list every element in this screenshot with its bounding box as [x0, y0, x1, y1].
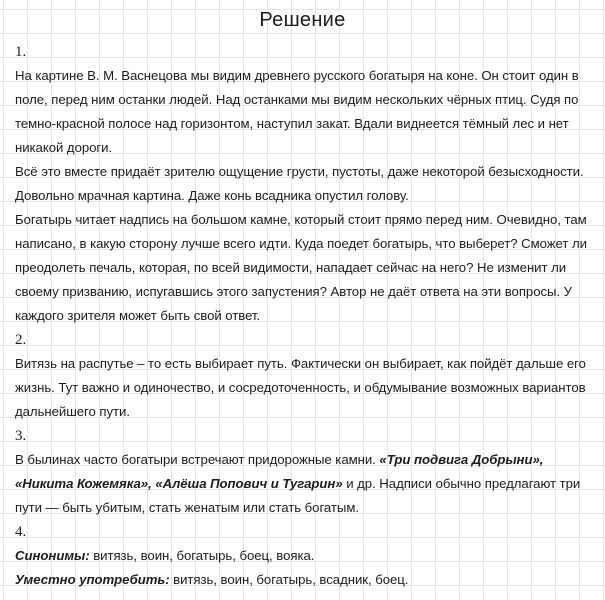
appropriate-usage-list: витязь, воин, богатырь, всадник, боец.: [169, 572, 409, 587]
section-number-3: 3.: [15, 428, 27, 444]
section-number-2: 2.: [15, 332, 27, 348]
synonyms-label: Синонимы:: [15, 548, 90, 563]
text-run-plain: В былинах часто богатыри встречают придорожные камни.: [15, 452, 380, 467]
synonyms-list: витязь, воин, богатырь, боец, вояка.: [89, 548, 315, 563]
paragraph-1-3: Богатырь читает надпись на большом камне, который стоит прямо перед ним. Очевидно, там написано, в какую сторону лучше всего идти. Куда поедет богатырь, что выберет? Сможет ли преодолеть печаль, которая, по всей видимости, нападает сейчас на него? Не изменит ли своему призванию, испугавшись этого запустения? Автор не даёт ответа на эти вопросы. У каждого зрителя может быть свой ответ.: [15, 212, 587, 323]
page-title: Решение: [259, 9, 346, 31]
section-4: [15, 520, 589, 592]
paragraph-4-2: [15, 568, 589, 592]
text-run-plain-2: и др. Надписи обычно предлагают три пути — быть убитым, стать женатым или стать богатым.: [15, 476, 581, 515]
solution-body: [0, 40, 605, 592]
paragraph-4-1: [15, 544, 589, 568]
appropriate-usage-label: Уместно употребить:: [15, 572, 170, 587]
paragraph-1-2: Всё это вместе придаёт зрителю ощущение грусти, пустоты, даже некоторой безысходности. Довольно мрачная картина. Даже конь всадника опустил голову.: [15, 164, 584, 203]
section-1: [15, 40, 589, 328]
paragraph-1-1: На картине В. М. Васнецова мы видим древнего русского богатыря на коне. Он стоит один в поле, перед ним останки людей. Над останками мы видим нескольких чёрных птиц. Судя по темно-красной полосе над горизонтом, наступил закат. Вдали виднеется тёмный лес и нет никакой дороги.: [15, 68, 579, 155]
section-2: [15, 328, 589, 424]
section-number-1: 1.: [15, 44, 27, 60]
section-3: [15, 424, 589, 520]
bylina-titles: «Три подвига Добрыни», «Никита Кожемяка», «Алёша Попович и Тугарин»: [15, 452, 544, 491]
section-number-4: 4.: [15, 524, 27, 540]
paragraph-2-1: Витязь на распутье – то есть выбирает путь. Фактически он выбирает, как пойдёт дальше его жизнь. Тут важно и одиночество, и сосредоточенность, и обдумывание возможных вариантов дальнейшего пути.: [15, 356, 586, 419]
paragraph-3-1: [15, 448, 589, 520]
